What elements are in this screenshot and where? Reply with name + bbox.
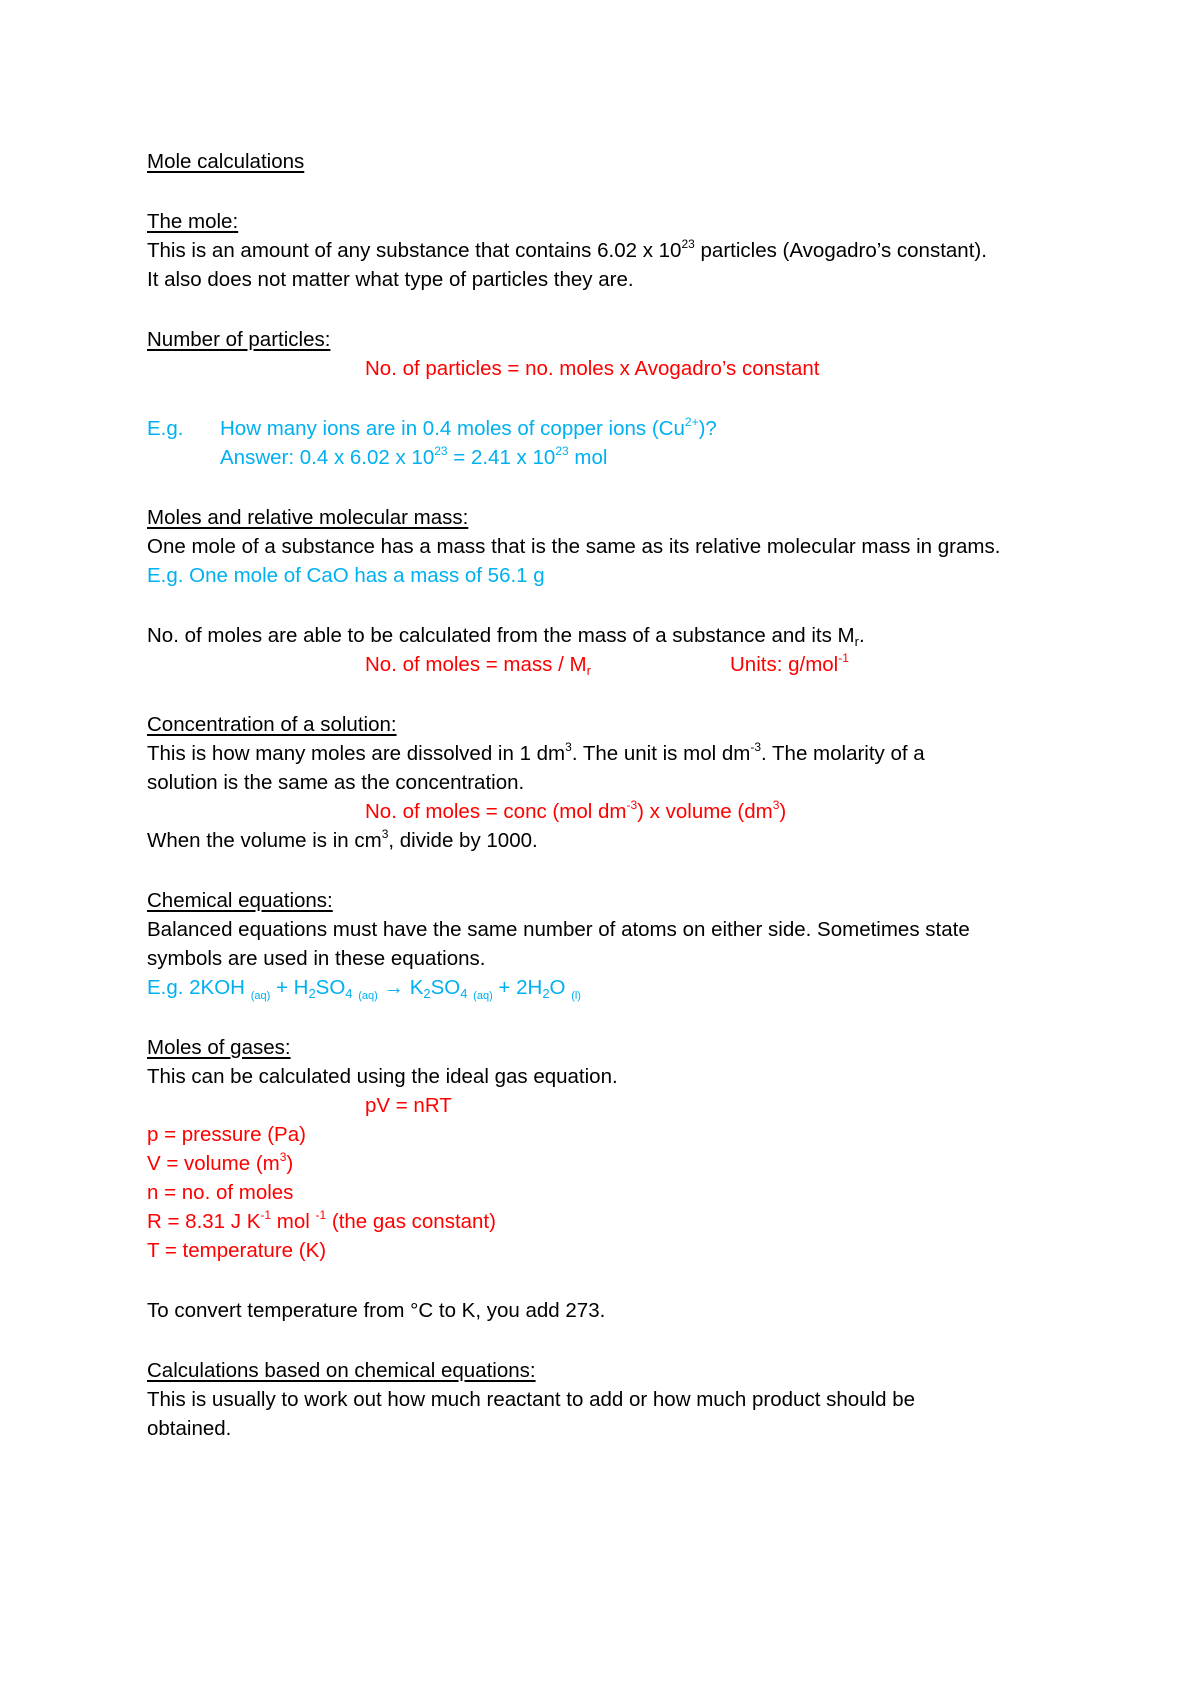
- mass-line-1: One mole of a substance has a mass that is the same as its relative molecular mass in grams.: [147, 535, 1001, 558]
- eg-label: E.g.: [147, 417, 184, 440]
- particles-example-answer: Answer: 0.4 x 6.02 x $10^{23} = 2.41$ x $10^{23}$ mol: [220, 444, 608, 469]
- calc-line-1: This is usually to work out how much reactant to add or how much product should be: [147, 1388, 916, 1411]
- equations-line-1: Balanced equations must have the same number of atoms on either side. Sometimes state: [147, 918, 970, 941]
- gas-temperature: T = temperature (K): [147, 1239, 327, 1262]
- mass-formula: No. of moles = mass / $M_r$: [365, 653, 591, 678]
- the-mole-line-2: It also does not matter what type of particles they are.: [147, 268, 634, 291]
- concentration-heading: Concentration of a solution:: [147, 713, 397, 736]
- concentration-line-3: When the volume is in $cm^3$, divide by 1000.: [147, 827, 538, 852]
- the-mole-line-1: This is an amount of any substance that contains 6.02 x $10^{23}$ particles (Avogadro’s constant).: [147, 237, 987, 262]
- concentration-line-1: This is how many moles are dissolved in 1 $dm^3$. The unit is mol $dm^{-3}$. The molarity of a: [147, 740, 925, 765]
- particles-formula: No. of particles = no. moles x Avogadro’s constant: [365, 357, 820, 380]
- gases-line-1: This can be calculated using the ideal gas equation.: [147, 1065, 618, 1088]
- calc-line-2: obtained.: [147, 1417, 232, 1440]
- temperature-conversion: To convert temperature from °C to K, you add 273.: [147, 1299, 606, 1322]
- concentration-line-2: solution is the same as the concentration.: [147, 771, 525, 794]
- equations-example: E.g. 2KOH $_{(aq)} + H_2SO_4$ $_{(aq)} \to K_2SO_4$ $_{(aq)} + 2H_2O$ $_{(l)}$: [147, 976, 581, 1002]
- particles-heading: Number of particles:: [147, 328, 331, 351]
- particles-example-question: E.g. How many ions are in 0.4 moles of copper ions $(Cu^{2+})$?: [147, 415, 717, 443]
- gas-pressure: p = pressure (Pa): [147, 1123, 306, 1146]
- gas-moles: n = no. of moles: [147, 1181, 294, 1204]
- calc-heading: Calculations based on chemical equations:: [147, 1359, 536, 1382]
- equations-heading: Chemical equations:: [147, 889, 333, 912]
- gas-volume: V = volume $(m^3)$: [147, 1150, 294, 1175]
- gases-heading: Moles of gases:: [147, 1036, 291, 1059]
- the-mole-heading: The mole:: [147, 210, 239, 233]
- gas-constant: R = 8.31 J $K^{-1}$ mol $^{-1}$ (the gas constant): [147, 1208, 496, 1233]
- mass-heading: Moles and relative molecular mass:: [147, 506, 469, 529]
- mass-example: E.g. One mole of CaO has a mass of 56.1 g: [147, 564, 545, 587]
- mass-line-2: No. of moles are able to be calculated from the mass of a substance and its $M_r$.: [147, 624, 865, 649]
- page-title: Mole calculations: [147, 150, 305, 173]
- mass-units: Units: g/mol$^{-1}$: [730, 651, 849, 676]
- ideal-gas-formula: pV = nRT: [365, 1094, 452, 1117]
- concentration-formula: No. of moles = conc (mol $dm^{-3}$) x volume $(dm^3)$: [365, 798, 787, 823]
- equations-line-2: symbols are used in these equations.: [147, 947, 486, 970]
